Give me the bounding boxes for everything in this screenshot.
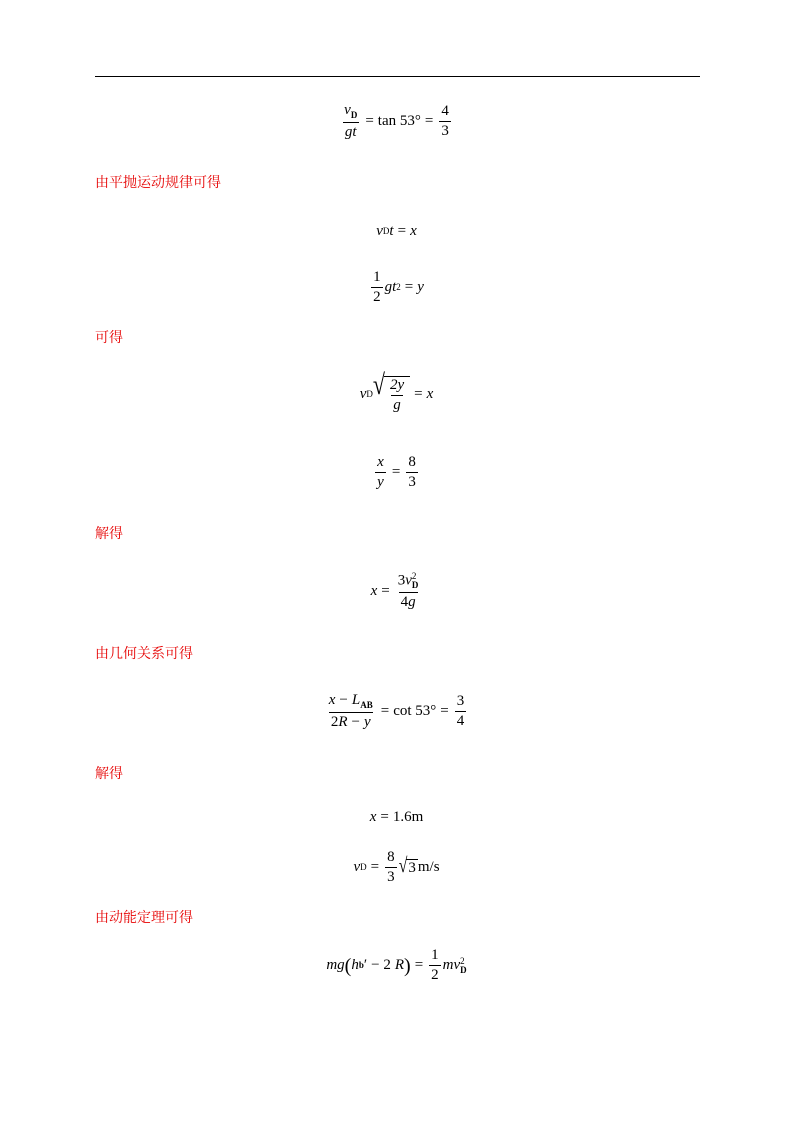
sqrt-2y-over-g: √ $\frac{2y}{g}$ (373, 376, 410, 413)
sqrt-3: √ 3 (398, 855, 416, 878)
equation-tan53: $\frac{v_D}{gt}$ = tan 53° = $\frac{4}{3}$ (344, 102, 449, 140)
fraction-1-over-2-b: $\frac{1}{2}$ (431, 947, 439, 983)
label-solve-1: 解得 (95, 526, 123, 542)
fraction-x-over-y: $\frac{x}{y}$ (377, 454, 384, 490)
label-geometry: 由几何关系可得 (95, 646, 193, 662)
header-rule (95, 76, 700, 77)
fraction-1-over-2: $\frac{1}{2}$ (373, 269, 381, 305)
equation-cot53: $\frac{x - L_{AB}}{2R - y}$ = cot 53° = $\frac{3}{4}$ (328, 692, 465, 730)
fraction-4-over-3: $\frac{4}{3}$ (441, 103, 449, 139)
equation-vdt-equals-x: v D t = x (376, 223, 417, 239)
fraction-8-over-3: $\frac{8}{3}$ (408, 454, 416, 490)
fraction-vd-over-gt: $\frac{v_D}{gt}$ (344, 102, 358, 140)
equation-vd-sqrt-2y-over-g: v D √ $\frac{2y}{g}$ = x (359, 367, 434, 413)
label-projectile-law: 由平抛运动规律可得 (95, 175, 221, 191)
equation-x-1-6m: x = 1.6m (369, 809, 424, 825)
fraction-x-minus-lab-over-2r-minus-y: $\frac{x - L_{AB}}{2R - y}$ (328, 692, 373, 730)
label-can-get: 可得 (95, 330, 123, 346)
fraction-3vd2-over-4g: 3v 2 D 4g (397, 571, 419, 610)
equation-energy: mg ( h b ′ − 2 R ) = $\frac{1}{2}$ m v 2 D (326, 947, 467, 983)
equation-x-over-y: $\frac{x}{y}$ = $\frac{8}{3}$ (377, 454, 416, 490)
fraction-8-over-3-b: $\frac{8}{3}$ (387, 849, 395, 885)
equation-x-3vd2-over-4g: x = 3v 2 D 4g (370, 571, 419, 610)
equation-vd-value: v D = $\frac{8}{3}$ √ 3 m/s (353, 849, 440, 885)
fraction-3-over-4: $\frac{3}{4}$ (456, 693, 465, 729)
label-kinetic-energy-theorem: 由动能定理可得 (95, 910, 193, 926)
equation-half-gt2-equals-y: $\frac{1}{2}$ g t 2 = y (373, 269, 424, 305)
label-solve-2: 解得 (95, 766, 123, 782)
